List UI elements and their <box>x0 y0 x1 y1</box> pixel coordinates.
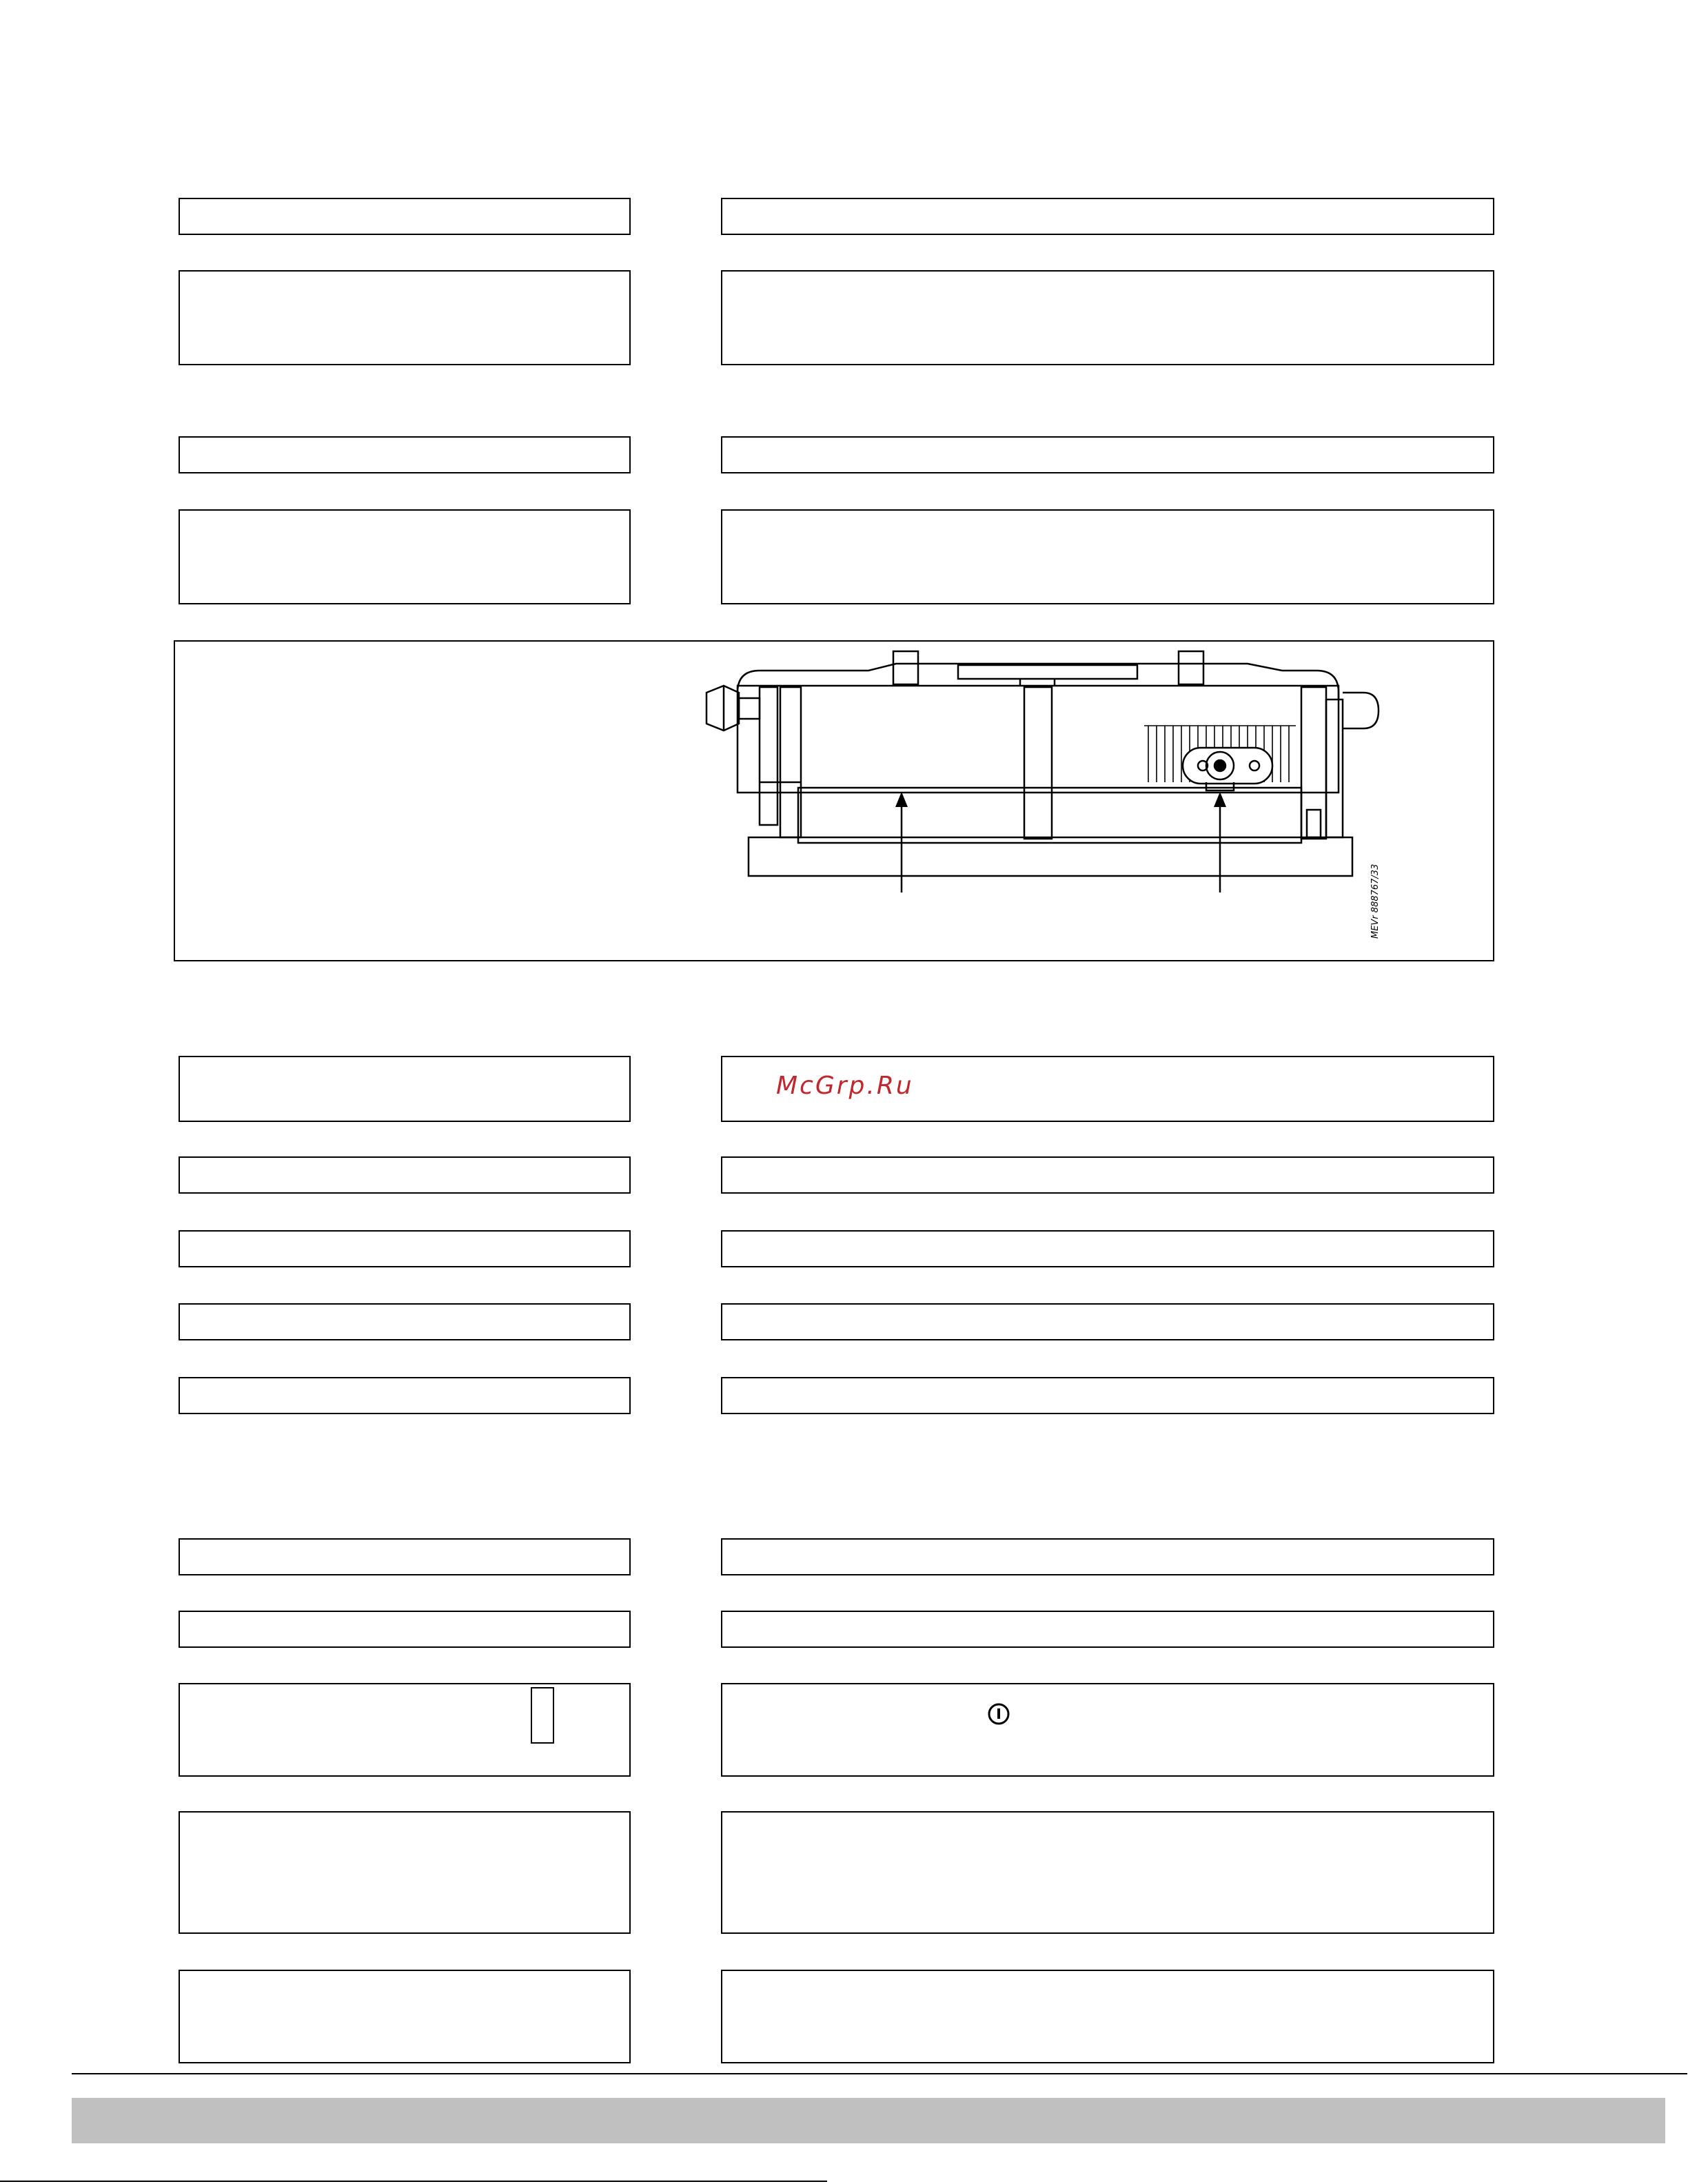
left-label-box-1 <box>179 198 631 235</box>
right-label-box-2 <box>721 436 1494 473</box>
left-text-box-1 <box>179 270 631 365</box>
right-label-box-1 <box>721 198 1494 235</box>
right-label-box-4 <box>721 1156 1494 1194</box>
figure-reference-code: MEVr 888767/33 <box>1370 864 1381 939</box>
device-side-view-diagram <box>696 644 1385 906</box>
right-label-box-9 <box>721 1611 1494 1648</box>
right-text-box-12 <box>721 1970 1494 2063</box>
left-text-box-12 <box>179 1970 631 2063</box>
watermark-text: McGrp.Ru <box>776 1072 914 1100</box>
bottom-rule <box>0 2181 827 2182</box>
right-label-box-8 <box>721 1538 1494 1575</box>
right-label-box-6 <box>721 1303 1494 1340</box>
left-label-box-9 <box>179 1611 631 1648</box>
left-label-box-8 <box>179 1538 631 1575</box>
left-text-box-10 <box>179 1683 631 1777</box>
left-label-box-2 <box>179 436 631 473</box>
left-label-box-7 <box>179 1377 631 1414</box>
left-text-box-2 <box>179 509 631 604</box>
left-label-box-4 <box>179 1156 631 1194</box>
right-text-box-11 <box>721 1811 1494 1934</box>
footer-bar <box>72 2098 1665 2143</box>
right-label-box-5 <box>721 1230 1494 1267</box>
right-text-box-10 <box>721 1683 1494 1777</box>
right-label-box-7 <box>721 1377 1494 1414</box>
left-label-box-5 <box>179 1230 631 1267</box>
left-text-box-11 <box>179 1811 631 1934</box>
left-text-box-3 <box>179 1056 631 1122</box>
small-rectangle-marker <box>531 1687 554 1744</box>
right-text-box-1 <box>721 270 1494 365</box>
power-icon <box>987 1702 1010 1726</box>
right-text-box-2 <box>721 509 1494 604</box>
left-label-box-6 <box>179 1303 631 1340</box>
footer-divider <box>72 2073 1687 2074</box>
